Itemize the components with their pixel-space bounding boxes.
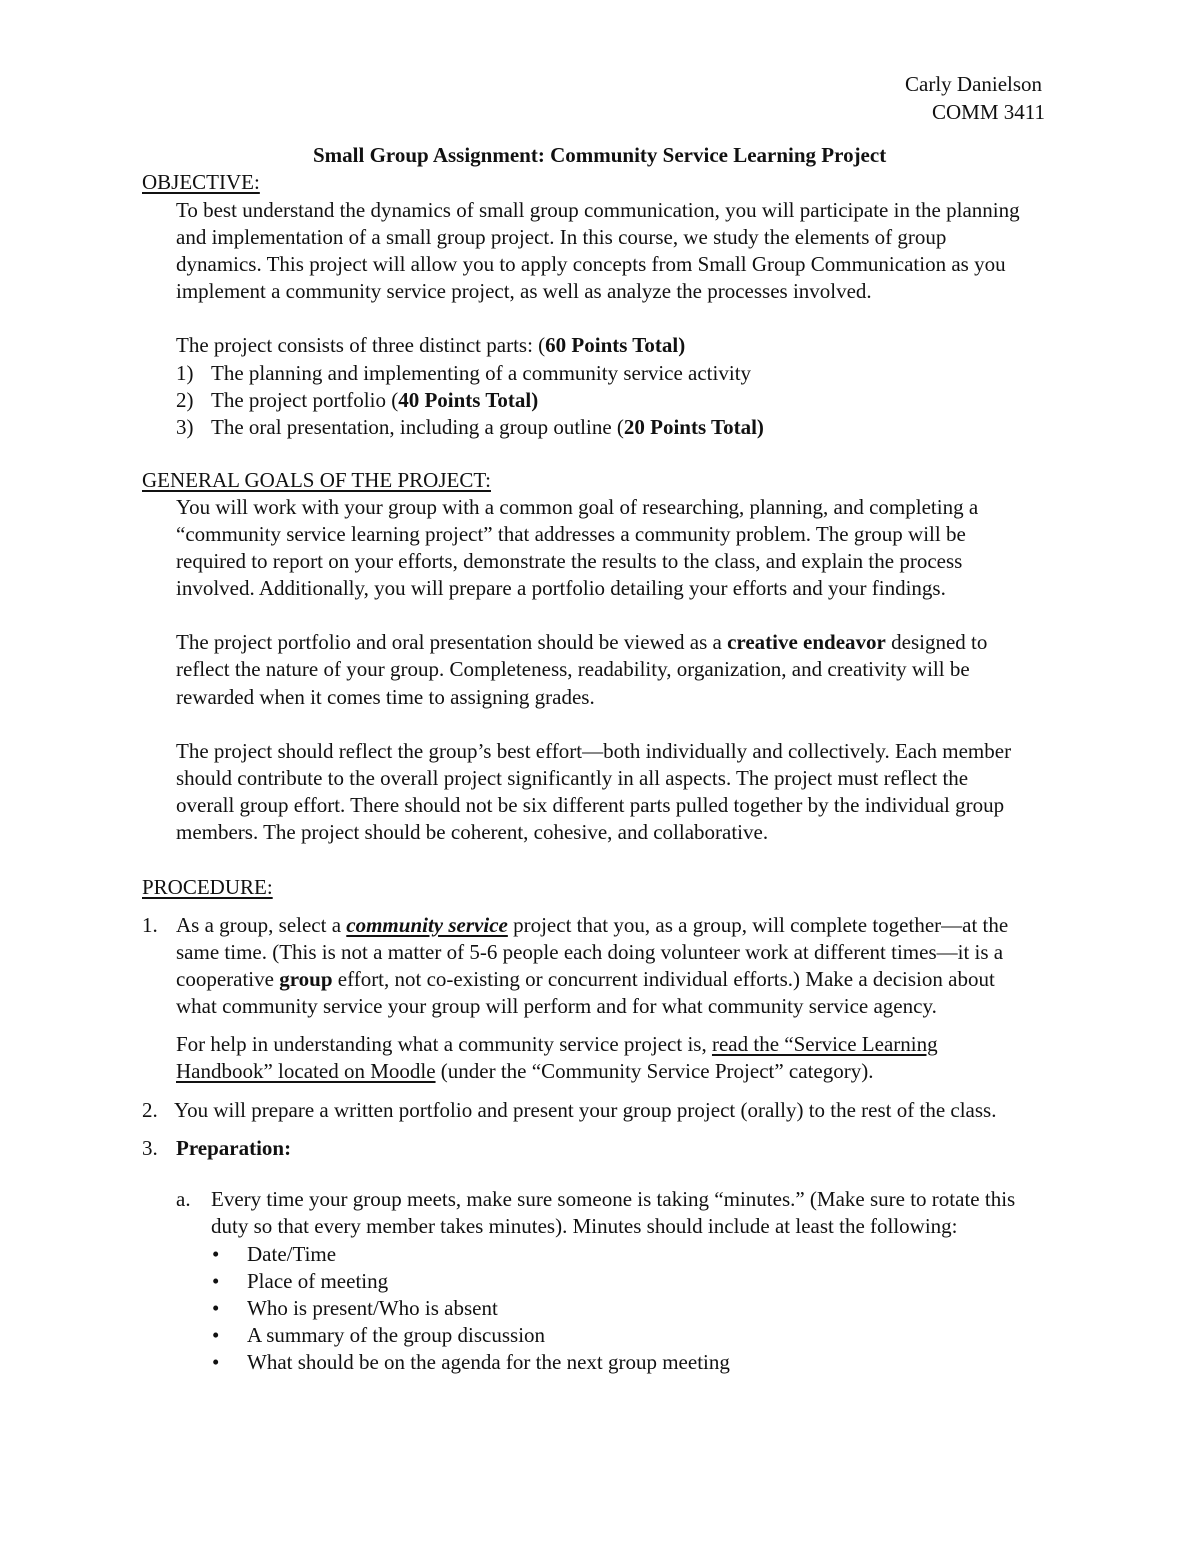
goals-heading: GENERAL GOALS OF THE PROJECT: [142,468,491,492]
procedure-line: same time. (This is not a matter of 5-6 people each doing volunteer work at different times—it is a [176,940,1004,964]
parts-item-num: 1) [176,361,194,385]
procedure-item-num: 2. [142,1098,158,1122]
document-title: Small Group Assignment: Community Service Learning Project [313,143,887,167]
bullet-icon: • [212,1296,220,1320]
procedure-line: You will prepare a written portfolio and present your group project (orally) to the rest of the class. [174,1098,997,1122]
bullet-icon: • [212,1269,220,1293]
sub-item-letter: a. [176,1187,191,1211]
procedure-line: Every time your group meets, make sure someone is taking “minutes.” (Make sure to rotate this [211,1187,1016,1211]
objective-line: dynamics. This project will allow you to apply concepts from Small Group Communication as you [176,252,1006,276]
goals-line: overall group effort. There should not be six different parts pulled together by the individual group [176,793,1005,817]
bullet-icon: • [212,1350,220,1374]
objective-line: and implementation of a small group project. In this course, we study the elements of group [176,225,947,249]
procedure-line: cooperative group effort, not co-existing or concurrent individual efforts.) Make a decision about [176,967,995,991]
course-code: COMM 3411 [932,100,1045,124]
procedure-help-line: Handbook” located on Moodle (under the “Community Service Project” category). [176,1059,874,1083]
parts-item: The planning and implementing of a community service activity [211,361,752,385]
goals-line: should contribute to the overall project significantly in all aspects. The project must reflect the [176,766,969,790]
goals-line: required to report on your efforts, demonstrate the results to the class, and explain the process [176,549,963,573]
minutes-list-item: Who is present/Who is absent [247,1296,498,1320]
goals-line: The project portfolio and oral presentation should be viewed as a creative endeavor designed to [176,630,988,654]
handbook-link[interactable]: read the “Service Learning [711,1032,938,1056]
parts-item-num: 2) [176,388,194,412]
author-name: Carly Danielson [905,72,1043,96]
handbook-link[interactable]: Handbook” located on Moodle [176,1059,436,1083]
goals-line: “community service learning project” that addresses a community problem. The group will be [176,522,966,546]
goals-line: reflect the nature of your group. Completeness, readability, organization, and creativity will be [176,657,970,681]
minutes-list-item: Place of meeting [247,1269,389,1293]
minutes-list-item: What should be on the agenda for the next group meeting [247,1350,730,1374]
goals-line: The project should reflect the group’s best effort—both individually and collectively. Each member [176,739,1012,763]
goals-line: You will work with your group with a common goal of researching, planning, and completing a [176,495,979,519]
parts-item: The project portfolio (40 Points Total) [211,388,539,412]
procedure-line: duty so that every member takes minutes). Minutes should include at least the following: [211,1214,958,1238]
procedure-item-num: 1. [142,913,158,937]
objective-line: implement a community service project, as well as analyze the processes involved. [176,279,872,303]
procedure-line: what community service your group will perform and for what community service agency. [176,994,937,1018]
parts-item: The oral presentation, including a group outline (20 Points Total) [211,415,764,439]
minutes-list-item: A summary of the group discussion [247,1323,546,1347]
parts-item-num: 3) [176,415,194,439]
bullet-icon: • [212,1323,220,1347]
procedure-line: As a group, select a community service project that you, as a group, will complete together—at the [176,913,1009,937]
parts-intro: The project consists of three distinct parts: (60 Points Total) [176,333,686,357]
preparation-heading: Preparation: [176,1136,292,1160]
procedure-heading: PROCEDURE: [142,875,273,899]
goals-line: involved. Additionally, you will prepare a portfolio detailing your efforts and your findings. [176,576,946,600]
objective-heading: OBJECTIVE: [142,170,260,194]
minutes-list-item: Date/Time [247,1242,337,1266]
goals-line: rewarded when it comes time to assigning grades. [176,685,595,709]
objective-line: To best understand the dynamics of small group communication, you will participate in the planning [176,198,1020,222]
procedure-help-line: For help in understanding what a community service project is, read the “Service Learning [176,1032,938,1056]
goals-line: members. The project should be coherent, cohesive, and collaborative. [176,820,769,844]
bullet-icon: • [212,1242,220,1266]
procedure-item-num: 3. [142,1136,158,1160]
